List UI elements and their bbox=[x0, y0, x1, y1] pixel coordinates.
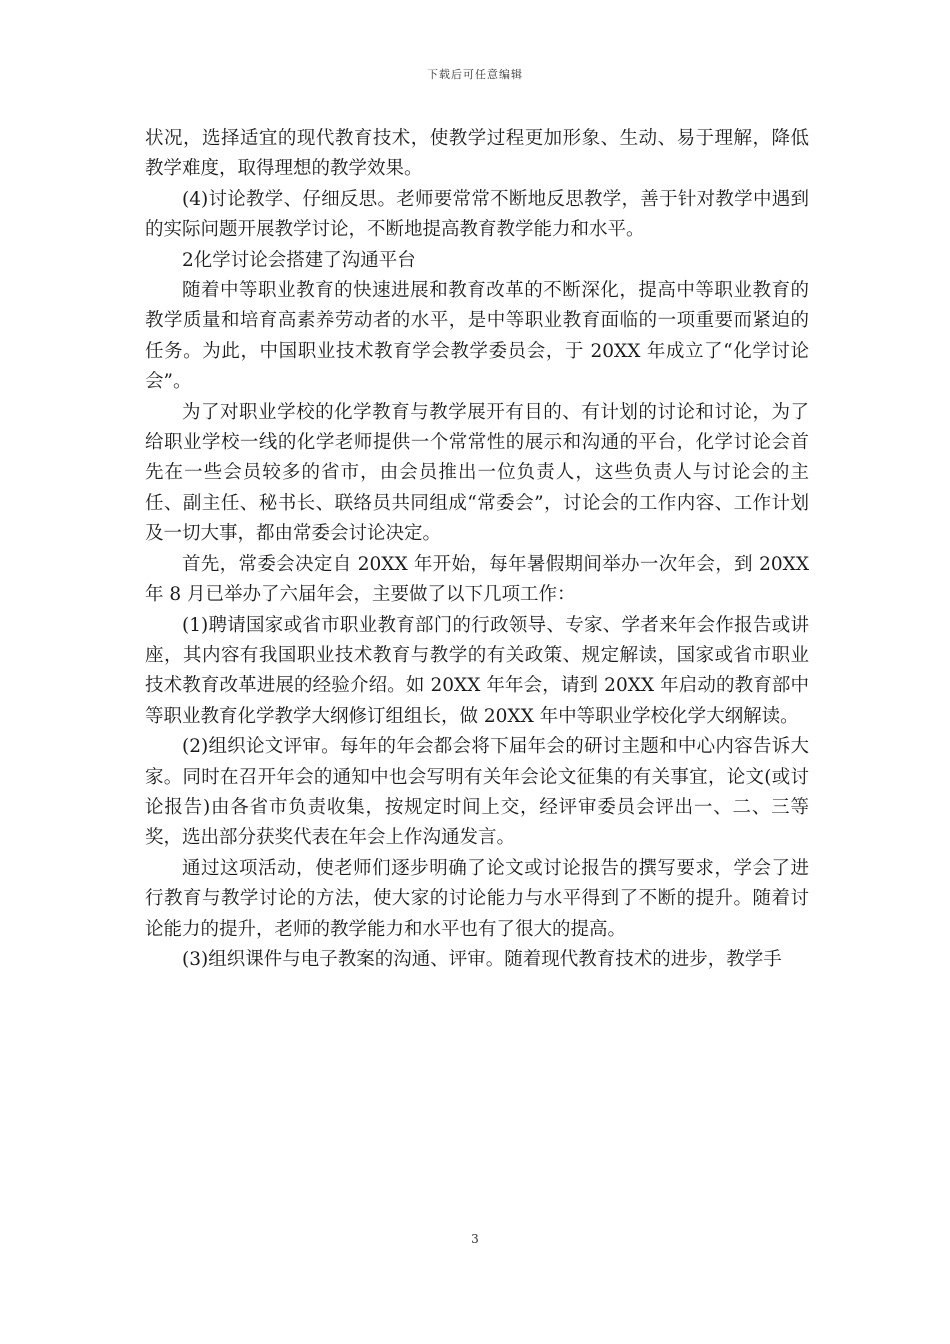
page-number: 3 bbox=[471, 1232, 479, 1246]
paragraph-item-1: (1)聘请国家或省市职业教育部门的行政领导、专家、学者来年会作报告或讲座，其内容有我国职业技术教育与教学的有关政策、规定解读，国家或省市职业技术教育改革进展的经验介绍。如 20XX 年年会，请到 20XX 年启动的教育部中等职业教育化学教学大纲修订组组长，做 20XX 年中等职业学校化学大纲解读。 bbox=[145, 614, 809, 727]
paragraph: 通过这项活动，使老师们逐步明确了论文或讨论报告的撰写要求，学会了进行教育与教学讨论的方法，使大家的讨论能力与水平得到了不断的提升。随着讨论能力的提升，老师的教学能力和水平也有了很大的提高。 bbox=[145, 857, 809, 940]
paragraph: 首先，常委会决定自 20XX 年开始，每年暑假期间举办一次年会，到 20XX 年 8 月已举办了六届年会，主要做了以下几项工作： bbox=[145, 553, 809, 606]
paragraph-item-2: (2)组织论文评审。每年的年会都会将下届年会的研讨主题和中心内容告诉大家。同时在召开年会的通知中也会写明有关年会论文征集的有关事宜，论文(或讨论报告)由各省市负责收集，按规定时间上交，经评审委员会评出一、二、三等奖，选出部分获奖代表在年会上作沟通发言。 bbox=[145, 736, 809, 849]
document-body bbox=[145, 124, 809, 975]
paragraph-item-3: (3)组织课件与电子教案的沟通、评审。随着现代教育技术的进步，教学手 bbox=[182, 948, 782, 970]
section-heading: 2化学讨论会搭建了沟通平台 bbox=[182, 249, 416, 271]
page-header: 下载后可任意编辑 bbox=[427, 68, 523, 81]
paragraph-item-4: (4)讨论教学、仔细反思。老师要常常不断地反思教学，善于针对教学中遇到的实际问题开展教学讨论，不断地提高教育教学能力和水平。 bbox=[145, 188, 809, 241]
paragraph: 随着中等职业教育的快速进展和教育改革的不断深化，提高中等职业教育的教学质量和培育高素养劳动者的水平，是中等职业教育面临的一项重要而紧迫的任务。为此，中国职业技术教育学会教学委员会，于 20XX 年成立了“化学讨论会”。 bbox=[145, 280, 809, 393]
paragraph-continuation: 状况，选择适宜的现代教育技术，使教学过程更加形象、生动、易于理解，降低教学难度，取得理想的教学效果。 bbox=[145, 128, 809, 180]
paragraph: 为了对职业学校的化学教育与教学展开有目的、有计划的讨论和讨论，为了给职业学校一线的化学老师提供一个常常性的展示和沟通的平台，化学讨论会首先在一些会员较多的省市，由会员推出一位负责人，这些负责人与讨论会的主任、副主任、秘书长、联络员共同组成“常委会”，讨论会的工作内容、工作计划及一切大事，都由常委会讨论决定。 bbox=[145, 401, 809, 545]
